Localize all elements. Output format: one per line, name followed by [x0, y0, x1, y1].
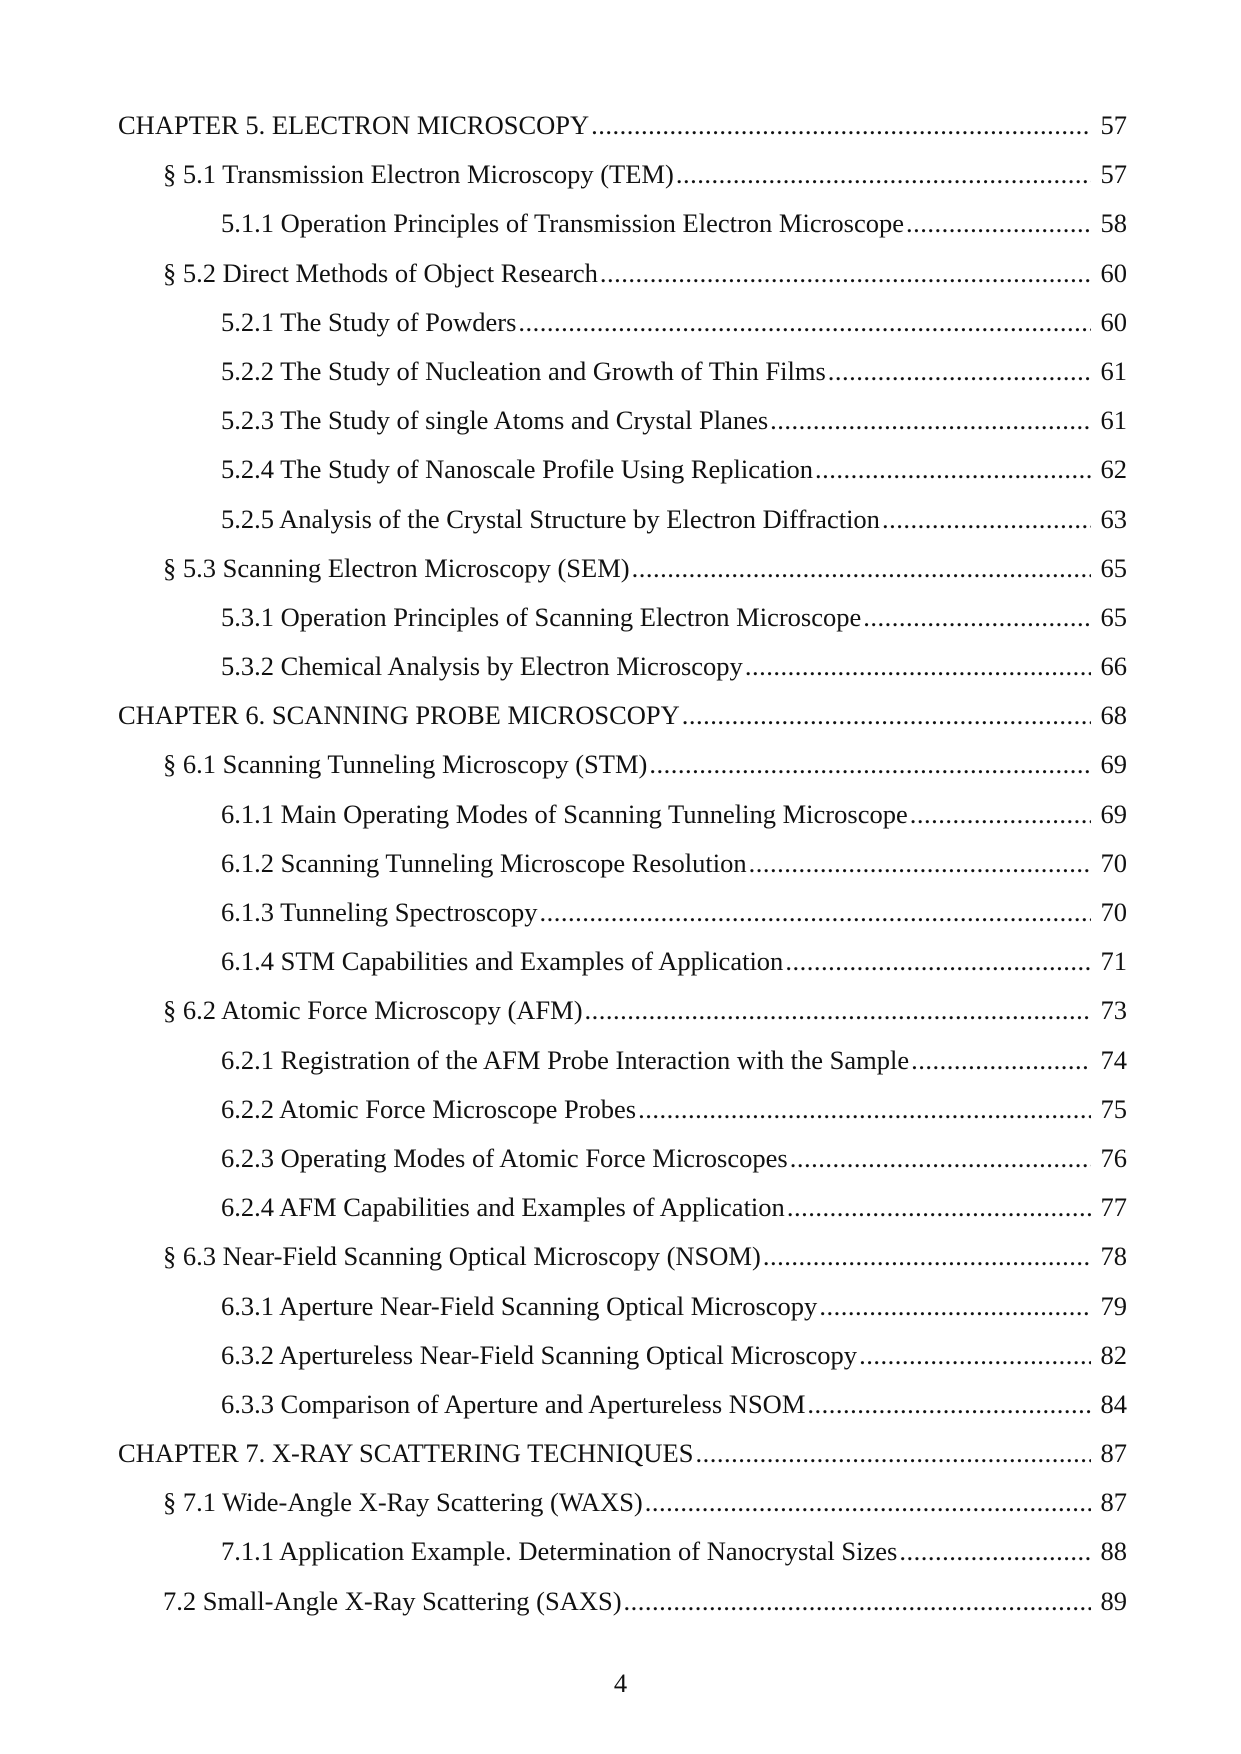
- dot-leader: [863, 602, 1091, 632]
- toc-entry-title: 7.2 Small-Angle X-Ray Scattering (SAXS): [163, 1585, 622, 1616]
- dot-leader: [787, 1192, 1091, 1222]
- toc-entry-title: 5.1.1 Operation Principles of Transmission Electron Microscope: [221, 208, 905, 239]
- dot-leader: [770, 405, 1091, 435]
- toc-entry-page-number: 63: [1100, 503, 1127, 534]
- dot-leader: [624, 1586, 1091, 1616]
- dot-leader: [910, 799, 1091, 829]
- dot-leader: [911, 1045, 1091, 1075]
- toc-entry-title: § 5.1 Transmission Electron Microscopy (TEM): [163, 159, 674, 190]
- toc-entry[interactable]: [0, 307, 1241, 356]
- dot-leader: [899, 1536, 1091, 1566]
- dot-leader: [785, 946, 1091, 976]
- toc-entry-title: 5.3.1 Operation Principles of Scanning Electron Microscope: [221, 601, 862, 632]
- toc-entry[interactable]: [0, 848, 1241, 897]
- dot-leader: [682, 700, 1091, 730]
- dot-leader: [745, 651, 1091, 681]
- toc-entry-page-number: 60: [1100, 257, 1127, 288]
- dot-leader: [828, 356, 1091, 386]
- table-of-contents: [0, 110, 1241, 1635]
- toc-entry-title: 7.1.1 Application Example. Determination of Nanocrystal Sizes: [221, 1536, 898, 1567]
- dot-leader: [790, 1143, 1091, 1173]
- toc-entry-title: CHAPTER 6. SCANNING PROBE MICROSCOPY: [118, 700, 680, 731]
- dot-leader: [807, 1389, 1091, 1419]
- toc-entry-title: 5.3.2 Chemical Analysis by Electron Microscopy: [221, 651, 743, 682]
- toc-entry[interactable]: [0, 454, 1241, 503]
- dot-leader: [585, 995, 1091, 1025]
- toc-entry[interactable]: [0, 995, 1241, 1044]
- toc-entry-title: CHAPTER 7. X-RAY SCATTERING TECHNIQUES: [118, 1438, 694, 1469]
- toc-entry[interactable]: [0, 258, 1241, 307]
- toc-entry-title: 6.3.3 Comparison of Aperture and Apertureless NSOM: [221, 1388, 806, 1419]
- toc-entry-page-number: 77: [1100, 1192, 1127, 1223]
- toc-entry-title: § 5.3 Scanning Electron Microscopy (SEM): [163, 552, 630, 583]
- dot-leader: [649, 749, 1091, 779]
- toc-entry[interactable]: [0, 1536, 1241, 1585]
- toc-entry-title: § 5.2 Direct Methods of Object Research: [163, 257, 598, 288]
- toc-entry[interactable]: [0, 602, 1241, 651]
- dot-leader: [859, 1340, 1091, 1370]
- toc-entry-page-number: 62: [1100, 454, 1127, 485]
- dot-leader: [638, 1094, 1091, 1124]
- toc-entry-page-number: 88: [1100, 1536, 1127, 1567]
- toc-entry[interactable]: [0, 159, 1241, 208]
- toc-entry-title: 6.2.3 Operating Modes of Atomic Force Microscopes: [221, 1142, 788, 1173]
- toc-entry-title: 6.2.2 Atomic Force Microscope Probes: [221, 1093, 637, 1124]
- page-number: 4: [613, 1668, 628, 1698]
- toc-entry-page-number: 79: [1100, 1290, 1127, 1321]
- toc-entry[interactable]: [0, 1438, 1241, 1487]
- toc-entry-page-number: 66: [1100, 651, 1127, 682]
- toc-entry-page-number: 57: [1100, 159, 1127, 190]
- dot-leader: [906, 208, 1091, 238]
- toc-entry-page-number: 78: [1100, 1241, 1127, 1272]
- toc-entry[interactable]: [0, 700, 1241, 749]
- dot-leader: [819, 1291, 1091, 1321]
- toc-entry-page-number: 61: [1100, 355, 1127, 386]
- dot-leader: [540, 897, 1091, 927]
- toc-entry-title: § 7.1 Wide-Angle X-Ray Scattering (WAXS): [163, 1487, 643, 1518]
- toc-entry[interactable]: [0, 799, 1241, 848]
- toc-entry[interactable]: [0, 651, 1241, 700]
- toc-entry-page-number: 61: [1100, 405, 1127, 436]
- toc-entry-title: 6.3.1 Aperture Near-Field Scanning Optical Microscopy: [221, 1290, 818, 1321]
- toc-entry-page-number: 87: [1100, 1438, 1127, 1469]
- dot-leader: [815, 454, 1091, 484]
- toc-entry-page-number: 70: [1100, 847, 1127, 878]
- toc-entry-title: 5.2.4 The Study of Nanoscale Profile Using Replication: [221, 454, 813, 485]
- dot-leader: [518, 307, 1091, 337]
- toc-entry[interactable]: [0, 897, 1241, 946]
- toc-entry-title: 5.2.5 Analysis of the Crystal Structure by Electron Diffraction: [221, 503, 880, 534]
- dot-leader: [695, 1438, 1091, 1468]
- toc-entry-page-number: 84: [1100, 1388, 1127, 1419]
- toc-entry-title: 6.1.3 Tunneling Spectroscopy: [221, 897, 538, 927]
- dot-leader: [591, 110, 1091, 140]
- toc-entry[interactable]: [0, 356, 1241, 405]
- toc-entry-title: 6.1.1 Main Operating Modes of Scanning Tunneling Microscope: [221, 798, 908, 829]
- toc-entry-title: 6.1.4 STM Capabilities and Examples of Application: [221, 946, 784, 977]
- toc-entry-title: § 6.2 Atomic Force Microscopy (AFM): [163, 995, 583, 1026]
- toc-entry-page-number: 60: [1100, 306, 1127, 337]
- toc-entry[interactable]: [0, 1143, 1241, 1192]
- toc-entry[interactable]: [0, 1291, 1241, 1340]
- toc-entry-page-number: 89: [1100, 1585, 1127, 1616]
- toc-entry-title: 5.2.3 The Study of single Atoms and Crystal Planes: [221, 405, 769, 436]
- toc-entry-page-number: 57: [1100, 110, 1127, 140]
- toc-entry-title: CHAPTER 5. ELECTRON MICROSCOPY: [118, 110, 590, 140]
- toc-entry-title: 5.2.2 The Study of Nucleation and Growth of Thin Films: [221, 355, 826, 386]
- toc-entry[interactable]: [0, 405, 1241, 454]
- toc-entry-title: § 6.1 Scanning Tunneling Microscopy (STM): [163, 749, 648, 780]
- toc-entry-title: 6.2.4 AFM Capabilities and Examples of Application: [221, 1192, 785, 1223]
- toc-entry-title: 6.1.2 Scanning Tunneling Microscope Resolution: [221, 847, 747, 878]
- toc-entry[interactable]: [0, 110, 1241, 159]
- dot-leader: [645, 1487, 1091, 1517]
- toc-entry-page-number: 82: [1100, 1339, 1127, 1370]
- dot-leader: [600, 258, 1091, 288]
- toc-entry[interactable]: [0, 553, 1241, 602]
- dot-leader: [882, 504, 1091, 534]
- toc-entry-page-number: 68: [1100, 700, 1127, 731]
- toc-entry[interactable]: [0, 208, 1241, 257]
- toc-entry-page-number: 74: [1100, 1044, 1127, 1075]
- toc-entry[interactable]: [0, 749, 1241, 798]
- dot-leader: [749, 848, 1091, 878]
- dot-leader: [676, 159, 1091, 189]
- toc-entry[interactable]: [0, 1340, 1241, 1389]
- toc-entry-page-number: 76: [1100, 1142, 1127, 1173]
- toc-entry-page-number: 65: [1100, 552, 1127, 583]
- toc-entry-title: 5.2.1 The Study of Powders: [221, 306, 517, 337]
- toc-entry-page-number: 70: [1100, 897, 1127, 927]
- toc-entry-title: 6.3.2 Apertureless Near-Field Scanning Optical Microscopy: [221, 1339, 858, 1370]
- toc-entry[interactable]: [0, 946, 1241, 995]
- toc-entry[interactable]: [0, 1192, 1241, 1241]
- toc-entry-page-number: 69: [1100, 798, 1127, 829]
- toc-entry[interactable]: [0, 1389, 1241, 1438]
- toc-entry-title: § 6.3 Near-Field Scanning Optical Microscopy (NSOM): [163, 1241, 761, 1272]
- toc-entry-page-number: 87: [1100, 1487, 1127, 1518]
- toc-entry-page-number: 69: [1100, 749, 1127, 780]
- toc-entry-page-number: 71: [1100, 946, 1127, 977]
- toc-entry[interactable]: [0, 1045, 1241, 1094]
- dot-leader: [763, 1241, 1091, 1271]
- toc-entry[interactable]: [0, 1094, 1241, 1143]
- toc-entry[interactable]: [0, 1241, 1241, 1290]
- toc-entry-page-number: 65: [1100, 601, 1127, 632]
- toc-entry-page-number: 58: [1100, 208, 1127, 239]
- dot-leader: [632, 553, 1091, 583]
- toc-entry-page-number: 75: [1100, 1093, 1127, 1124]
- toc-entry[interactable]: [0, 1586, 1241, 1635]
- toc-entry[interactable]: [0, 504, 1241, 553]
- toc-entry[interactable]: [0, 1487, 1241, 1536]
- toc-entry-page-number: 73: [1100, 995, 1127, 1026]
- toc-entry-title: 6.2.1 Registration of the AFM Probe Interaction with the Sample: [221, 1044, 910, 1075]
